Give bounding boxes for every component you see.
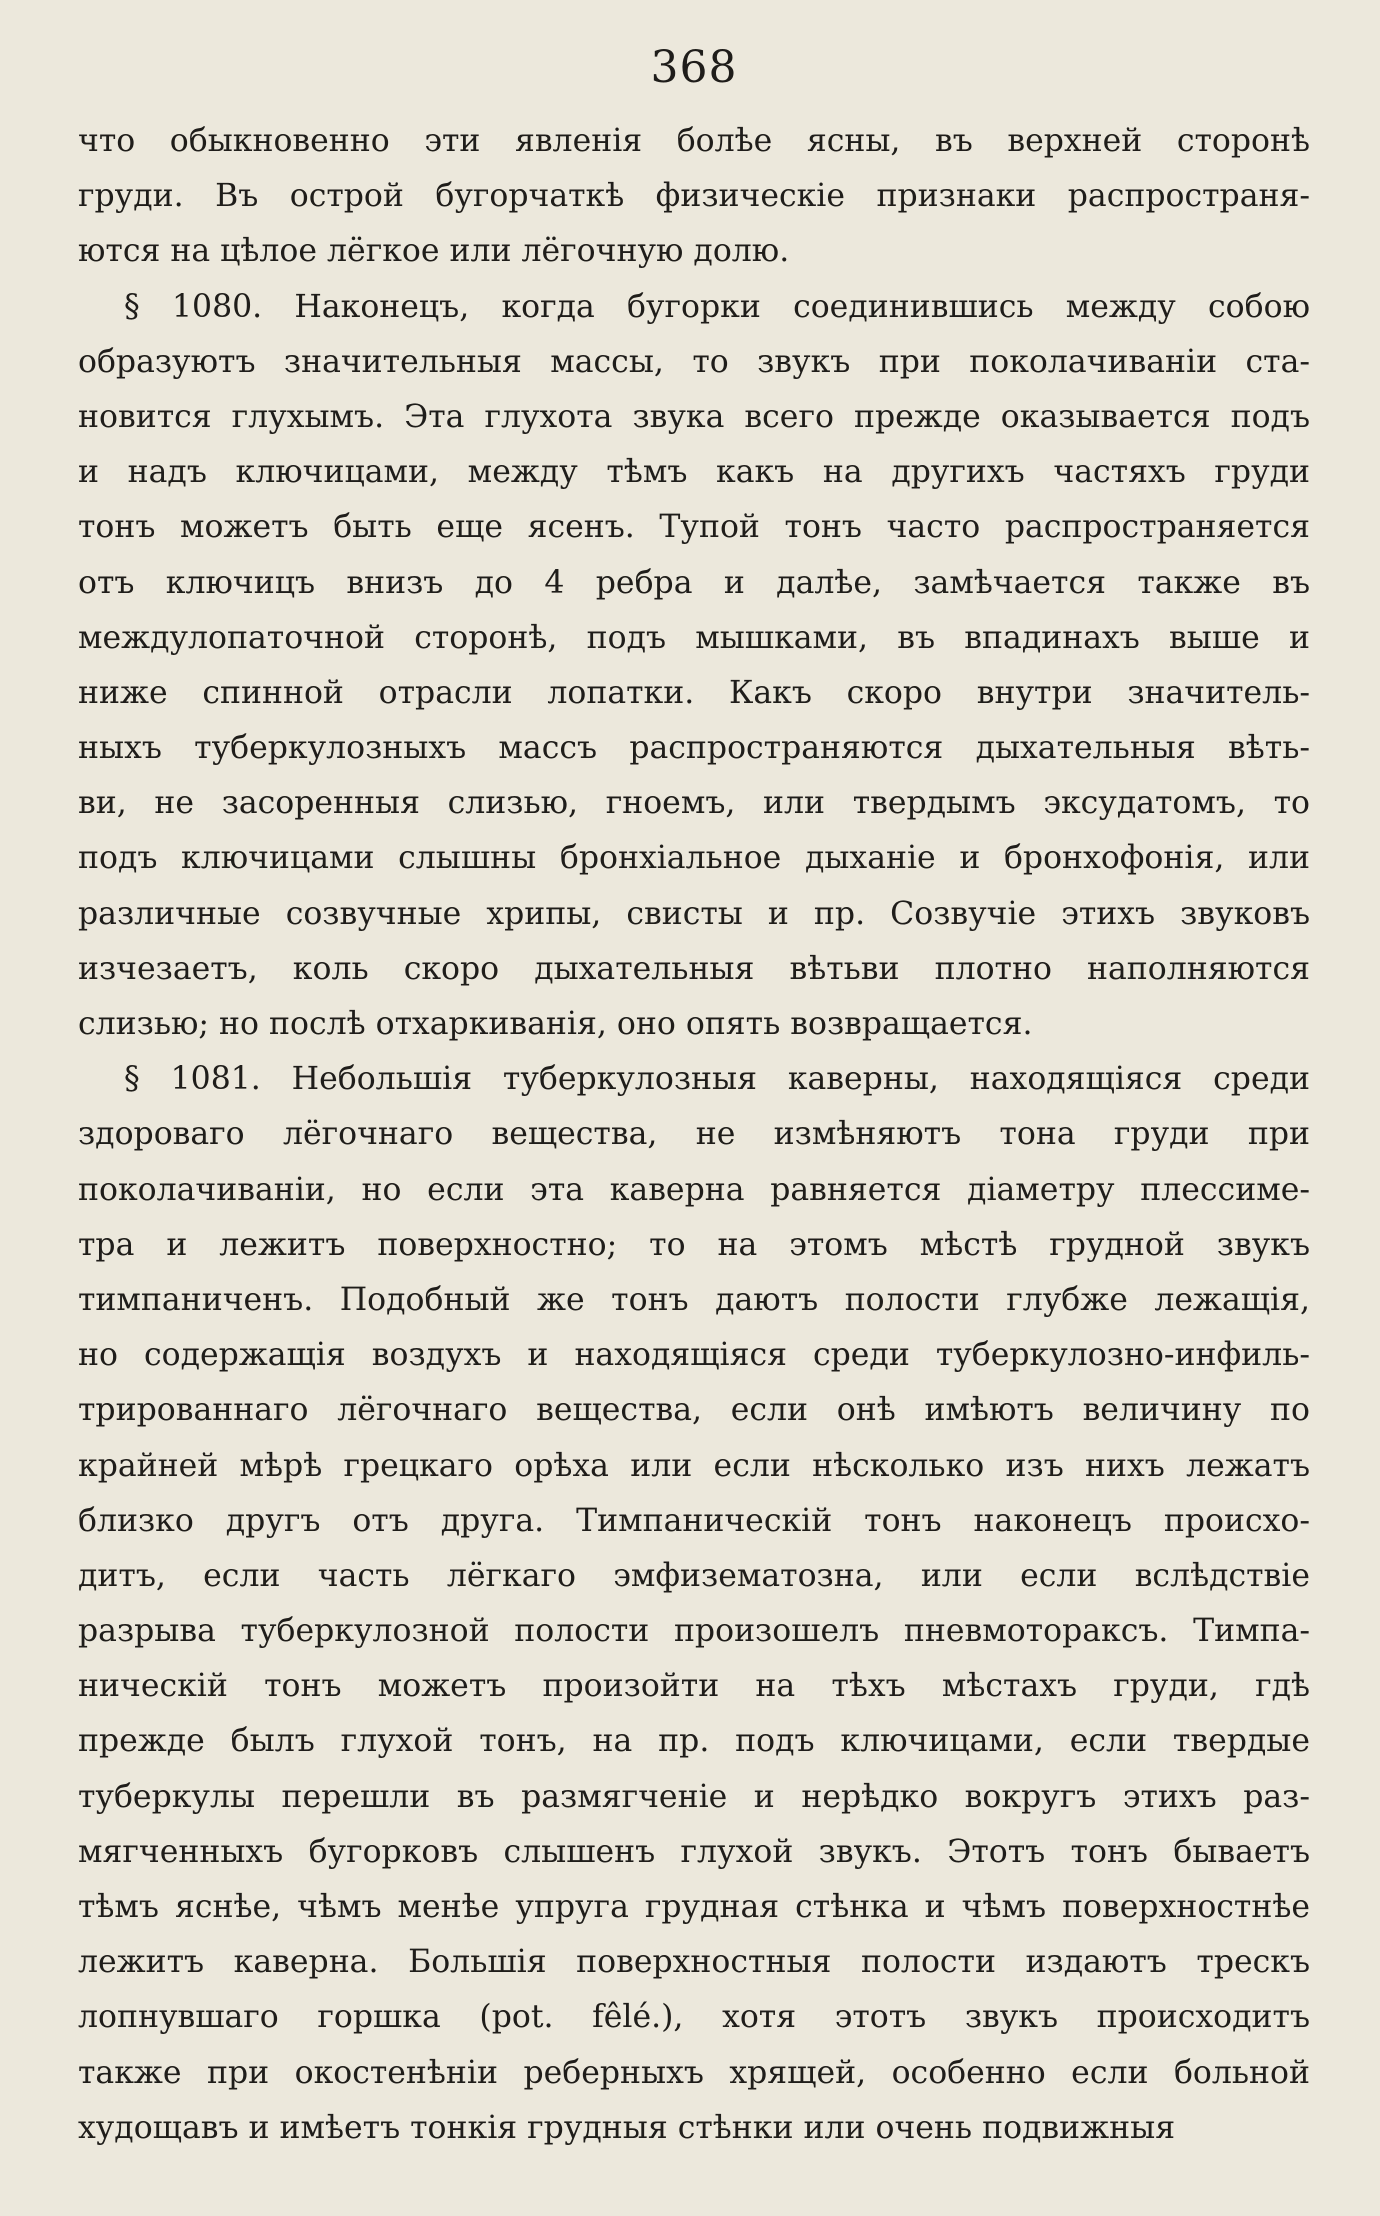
text-line: поколачиваніи, но если эта каверна равняется діаметру плессиме- [78,1171,1310,1208]
text-line: дитъ, если часть лёгкаго эмфизематозна, или если вслѣдствіе [78,1557,1310,1594]
paragraph [78,280,1310,1053]
text-line: изчезаетъ, коль скоро дыхательныя вѣтьви плотно наполняются [78,950,1310,987]
text-line: тѣмъ яснѣе, чѣмъ менѣе упруга грудная стѣнка и чѣмъ поверхностнѣе [78,1889,1310,1925]
text-line: § 1080. Наконецъ, когда бугорки соединившись между собою [124,288,1310,325]
text-line: подъ ключицами слышны бронхіальное дыханіе и бронхофонія, или [78,840,1310,877]
text-line: тра и лежитъ поверхностно; то на этомъ мѣстѣ грудной звукъ [78,1226,1310,1263]
text-line: ническій тонъ можетъ произойти на тѣхъ мѣстахъ груди, гдѣ [78,1668,1310,1705]
text-line: трированнаго лёгочнаго вещества, если онѣ имѣютъ величину по [78,1392,1310,1429]
text-line: слизью; но послѣ отхаркиванія, оно опять возвращается. [78,1006,1033,1042]
text-line: тимпаниченъ. Подобный же тонъ даютъ полости глубже лежащія, [78,1281,1310,1318]
text-line: прежде былъ глухой тонъ, на пр. подъ ключицами, если твердые [78,1723,1310,1760]
text-line: здороваго лёгочнаго вещества, не измѣняютъ тона груди при [78,1116,1310,1153]
text-line: что обыкновенно эти явленія болѣе ясны, въ верхней сторонѣ [78,123,1310,159]
text-line: ются на цѣлое лёгкое или лёгочную долю. [78,233,790,270]
text-line: ви, не засоренныя слизью, гноемъ, или твердымъ эксудатомъ, то [78,785,1310,822]
text-line: образуютъ значительныя массы, то звукъ при поколачиваніи ста- [78,343,1310,380]
text-line: близко другъ отъ друга. Тимпаническій тонъ наконецъ происхо- [78,1502,1310,1539]
body-text [78,114,1310,2156]
paragraph [78,114,1310,280]
text-line: лопнувшаго горшка (pot. fêlé.), хотя этотъ звукъ происходитъ [78,1999,1310,2036]
text-line: туберкулы перешли въ размягченіе и нерѣдко вокругъ этихъ раз- [78,1778,1310,1815]
text-line: мягченныхъ бугорковъ слышенъ глухой звукъ. Этотъ тонъ бываетъ [78,1833,1310,1870]
text-line: ныхъ туберкулозныхъ массъ распространяются дыхательныя вѣть- [78,730,1310,767]
text-line: ниже спинной отрасли лопатки. Какъ скоро внутри значитель- [78,674,1310,711]
text-line: § 1081. Небольшія туберкулозныя каверны, находящіяся среди [124,1061,1310,1098]
page-number: 368 [650,42,738,93]
text-line: и надъ ключицами, между тѣмъ какъ на другихъ частяхъ груди [78,454,1310,491]
text-line: тонъ можетъ быть еще ясенъ. Тупой тонъ часто распространяется [78,509,1310,546]
text-line: груди. Въ острой бугорчаткѣ физическіе признаки распространя- [78,178,1310,215]
text-line: худощавъ и имѣетъ тонкія грудныя стѣнки или очень подвижныя [78,2109,1176,2146]
paragraph [78,1052,1310,2156]
text-line: различные созвучные хрипы, свисты и пр. Созвучіе этихъ звуковъ [78,895,1310,932]
text-line: лежитъ каверна. Большія поверхностныя полости издаютъ трескъ [78,1944,1310,1981]
text-line: крайней мѣрѣ грецкаго орѣха или если нѣсколько изъ нихъ лежатъ [78,1447,1310,1484]
text-line: междулопаточной сторонѣ, подъ мышками, въ впадинахъ выше и [78,619,1310,656]
text-line: отъ ключицъ внизъ до 4 ребра и далѣе, замѣчается также въ [78,564,1310,601]
text-line: также при окостенѣніи реберныхъ хрящей, особенно если больной [78,2054,1310,2091]
text-line: разрыва туберкулозной полости произошелъ пневмотораксъ. Тимпа- [78,1613,1310,1650]
text-line: новится глухымъ. Эта глухота звука всего прежде оказывается подъ [78,398,1310,435]
text-line: но содержащія воздухъ и находящіяся среди туберкулозно-инфиль- [78,1337,1310,1374]
